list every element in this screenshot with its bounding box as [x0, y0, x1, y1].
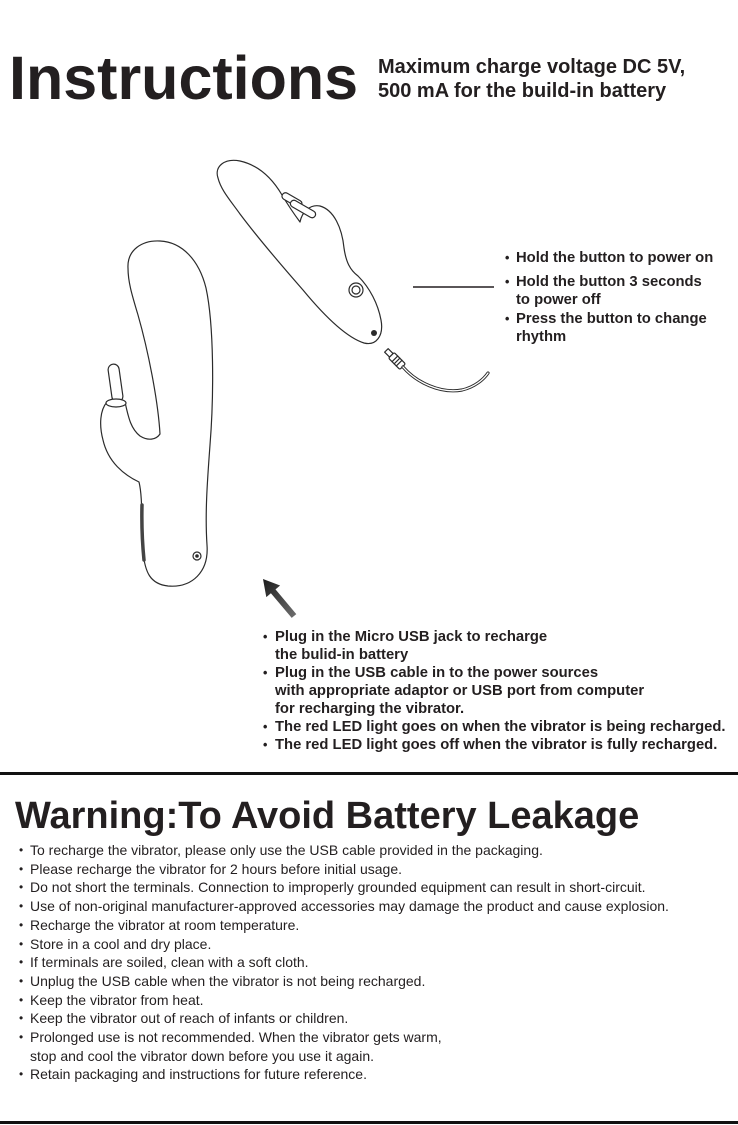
bullet: • — [263, 666, 268, 680]
charge-spec-line: Maximum charge voltage DC 5V, — [378, 56, 686, 78]
charging-port — [371, 330, 377, 336]
note-line: Plug in the USB cable in to the power sources — [275, 665, 599, 681]
warning-text — [30, 953, 309, 972]
power-button — [349, 283, 363, 297]
rabbit-ear — [289, 199, 317, 219]
charging-port-inner — [195, 554, 199, 558]
bullet: • — [19, 1067, 24, 1082]
usb-cable-illustration — [384, 348, 488, 391]
bullet: • — [19, 861, 24, 876]
note-text — [275, 664, 644, 718]
note-line: Hold the button 3 seconds — [516, 274, 702, 290]
warning-text — [30, 1009, 348, 1028]
note-line: to power off — [516, 292, 601, 308]
bullet: • — [19, 992, 24, 1007]
rabbit-ear — [107, 363, 123, 402]
bullet: • — [263, 630, 268, 644]
warning-text — [30, 841, 543, 860]
page-title: Instructions — [9, 44, 359, 112]
warning-item — [19, 991, 669, 1010]
warning-item — [19, 1009, 669, 1028]
note-text — [516, 249, 713, 267]
control-strip — [142, 505, 144, 560]
warning-line: Unplug the USB cable when the vibrator is not being recharged. — [30, 972, 426, 989]
note-line: Hold the button to power on — [516, 250, 714, 266]
warning-text — [30, 1065, 367, 1084]
warning-item — [19, 878, 669, 897]
bullet: • — [263, 738, 268, 752]
button-note-rhythm — [505, 310, 707, 346]
bullet: • — [505, 312, 510, 326]
warning-text — [30, 972, 425, 991]
warning-text — [30, 897, 669, 916]
note-text — [275, 718, 726, 736]
charging-note — [263, 664, 726, 718]
note-line: Plug in the Micro USB jack to recharge — [275, 629, 548, 645]
button-note-power-off — [505, 273, 702, 309]
warning-item — [19, 1065, 669, 1084]
warning-line: stop and cool the vibrator down before you use it again. — [30, 1047, 374, 1064]
warning-line: Use of non-original manufacturer-approved accessories may damage the product and cause explosion. — [30, 898, 669, 915]
note-text — [516, 310, 707, 346]
note-line: for recharging the vibrator. — [275, 701, 465, 717]
warning-text — [30, 860, 402, 879]
note-line: Press the button to change — [516, 311, 707, 327]
bullet: • — [263, 720, 268, 734]
note-text — [275, 736, 717, 754]
charging-note — [263, 628, 726, 664]
warning-line: Keep the vibrator from heat. — [30, 991, 204, 1008]
button-note-power-on — [505, 249, 713, 267]
arrow-up-left-icon — [263, 579, 296, 618]
note-line: with appropriate adaptor or USB port from computer — [275, 683, 645, 699]
warning-line: Store in a cool and dry place. — [30, 935, 212, 952]
note-text — [275, 628, 547, 664]
bullet: • — [505, 251, 510, 265]
warning-item — [19, 935, 669, 954]
bullet: • — [505, 275, 510, 289]
vibrator-front-body — [101, 241, 213, 586]
bullet: • — [19, 1011, 24, 1026]
warning-text — [30, 935, 211, 954]
power-button-inner — [352, 286, 360, 294]
warning-item — [19, 841, 669, 860]
warning-line: Keep the vibrator out of reach of infants or children. — [30, 1010, 349, 1027]
vibrator-side-body — [217, 160, 381, 343]
warning-line: If terminals are soiled, clean with a soft cloth. — [30, 954, 309, 971]
warning-line: Prolonged use is not recommended. When the vibrator gets warm, — [30, 1029, 442, 1046]
warning-text — [30, 991, 204, 1010]
warning-line: Recharge the vibrator at room temperature. — [30, 916, 300, 933]
warning-item — [19, 897, 669, 916]
warning-item — [19, 953, 669, 972]
warning-line: To recharge the vibrator, please only use the USB cable provided in the packaging. — [30, 842, 543, 858]
bullet: • — [19, 936, 24, 951]
note-line: The red LED light goes off when the vibrator is fully recharged. — [275, 737, 718, 753]
note-text — [516, 273, 702, 309]
warning-line: Retain packaging and instructions for future reference. — [30, 1066, 367, 1083]
charging-notes — [263, 628, 726, 754]
note-line: the bulid-in battery — [275, 647, 409, 663]
note-line: The red LED light goes on when the vibrator is being recharged. — [275, 719, 726, 735]
warning-line: Please recharge the vibrator for 2 hours before initial usage. — [30, 860, 402, 877]
warning-item — [19, 1028, 669, 1065]
bullet: • — [19, 1030, 24, 1045]
bullet: • — [19, 955, 24, 970]
charging-note — [263, 736, 726, 754]
bullet: • — [19, 880, 24, 895]
warning-text — [30, 878, 646, 897]
bullet: • — [19, 843, 24, 857]
ear-collar — [106, 399, 126, 407]
section-divider — [0, 772, 738, 775]
usb-cable-highlight — [403, 367, 488, 391]
bullet: • — [19, 917, 24, 932]
warning-line: Do not short the terminals. Connection to improperly grounded equipment can result in short-circuit. — [30, 879, 646, 896]
bottom-divider — [0, 1121, 738, 1124]
warning-item — [19, 860, 669, 879]
warning-item — [19, 916, 669, 935]
note-line: rhythm — [516, 329, 567, 345]
charge-spec-line: 500 mA for the build-in battery — [378, 80, 667, 102]
charging-note — [263, 718, 726, 736]
bullet: • — [19, 899, 24, 914]
warning-text — [30, 1028, 442, 1065]
warning-list — [19, 841, 669, 1084]
warning-item — [19, 972, 669, 991]
vibrator-front-illustration — [101, 241, 213, 586]
warning-text — [30, 916, 299, 935]
warning-title: Warning:To Avoid Battery Leakage — [15, 795, 640, 837]
vibrator-side-illustration — [217, 160, 381, 343]
bullet: • — [19, 973, 24, 988]
